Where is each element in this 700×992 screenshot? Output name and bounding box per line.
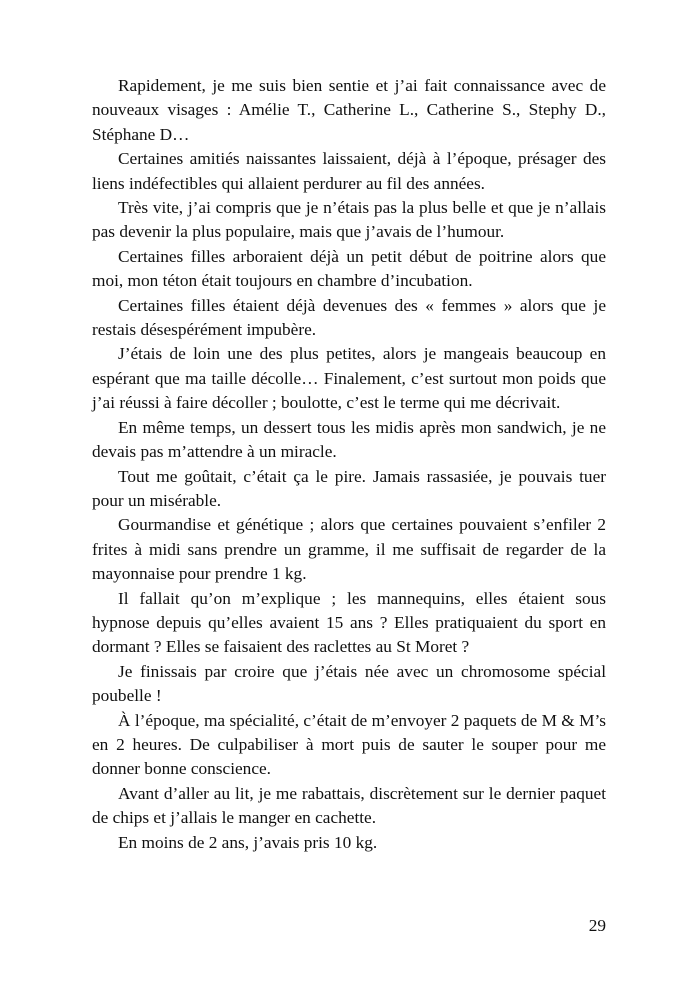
paragraph: Certaines filles arboraient déjà un petit début de poitrine alors que moi, mon téton était toujours en chambre d’incubation. [92,246,606,291]
page-number: 29 [588,916,606,935]
paragraph: À l’époque, ma spécialité, c’était de m’envoyer 2 paquets de M & M’s en 2 heures. De culpabiliser à mort puis de sauter le souper pour me donner bonne conscience. [92,710,606,779]
paragraph: Il fallait qu’on m’explique ; les mannequins, elles étaient sous hypnose depuis qu’elles avaient 15 ans ? Elles pratiquaient du sport en dormant ? Elles se faisaient des raclettes au St Moret ? [92,588,606,657]
paragraph: Très vite, j’ai compris que je n’étais pas la plus belle et que je n’allais pas devenir la plus populaire, mais que j’avais de l’humour. [92,198,606,242]
paragraph: Avant d’aller au lit, je me rabattais, discrètement sur le dernier paquet de chips et j’allais le manger en cachette. [92,783,606,828]
paragraph: Tout me goûtait, c’était ça le pire. Jamais rassasiée, je pouvais tuer pour un misérable. [92,466,606,510]
paragraph: J’étais de loin une des plus petites, alors je mangeais beaucoup en espérant que ma taille décolle… Finalement, c’est surtout mon poids que j’ai réussi à faire décoller ; boulotte, c’est le terme qui me décrivait. [92,344,606,413]
paragraph: Je finissais par croire que j’étais née avec un chromosome spécial poubelle ! [92,661,606,706]
paragraph: En moins de 2 ans, j’avais pris 10 kg. [118,832,378,852]
body-text [92,74,606,855]
paragraph: Certaines filles étaient déjà devenues des « femmes » alors que je restais désespérément impubère. [92,295,606,340]
paragraph: En même temps, un dessert tous les midis après mon sandwich, je ne devais pas m’attendre à un miracle. [92,417,606,462]
paragraph: Certaines amitiés naissantes laissaient, déjà à l’époque, présager des liens indéfectibles qui allaient perdurer au fil des années. [92,149,606,193]
paragraph: Rapidement, je me suis bien sentie et j’ai fait connaissance avec de nouveaux visages : Amélie T., Catherine L., Catherine S., Stephy D., Stéphane D… [92,76,606,144]
paragraph: Gourmandise et génétique ; alors que certaines pouvaient s’enfiler 2 frites à midi sans prendre un gramme, il me suffisait de regarder de la mayonnaise pour prendre 1 kg. [92,515,606,584]
